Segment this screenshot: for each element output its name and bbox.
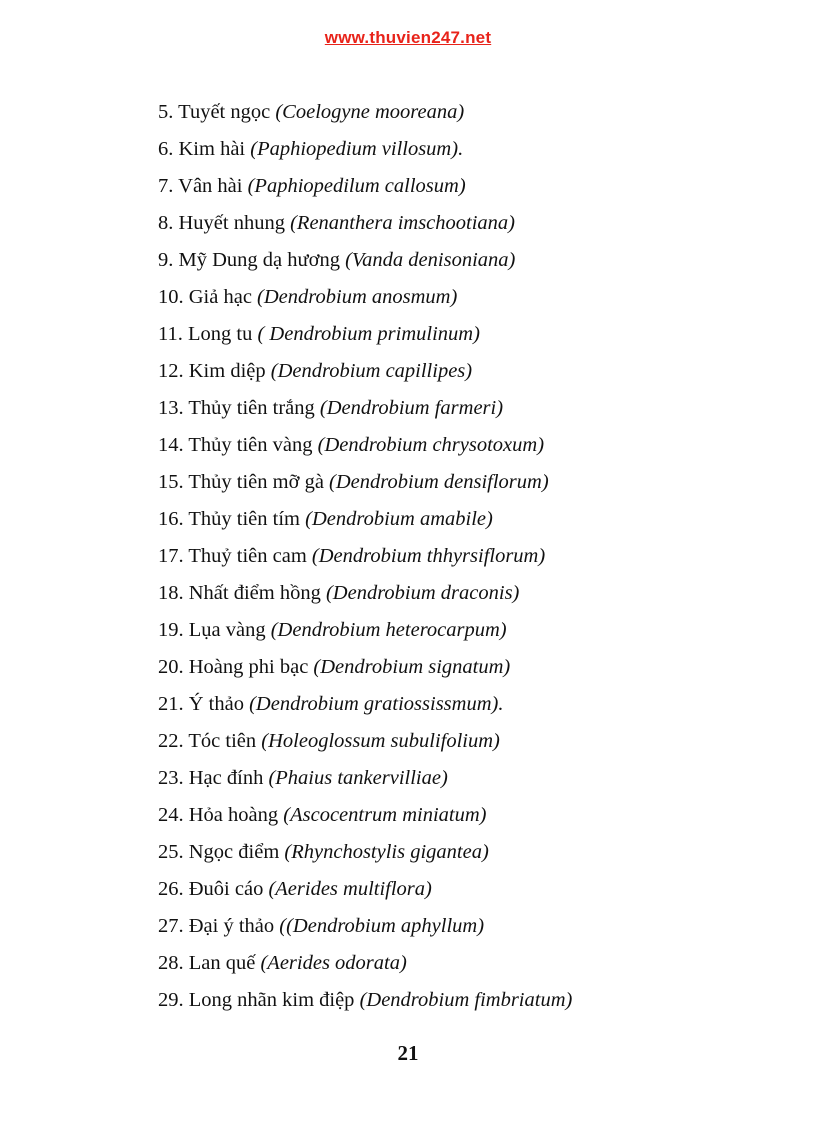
list-item [158, 945, 572, 982]
item-number: 18. [158, 582, 184, 604]
common-name: Mỹ Dung dạ hương [178, 249, 340, 271]
item-number: 22. [158, 730, 184, 752]
scientific-name: (Dendrobium chrysotoxum) [317, 434, 545, 456]
scientific-name: (Paphiopedilum callosum) [247, 175, 466, 197]
list-item [158, 723, 572, 760]
common-name: Đại ý thảo [188, 915, 275, 937]
list-item [158, 575, 572, 612]
item-number: 6. [158, 138, 174, 160]
scientific-name: (Phaius tankervilliae) [268, 767, 448, 789]
item-number: 10. [158, 286, 184, 308]
list-item [158, 242, 572, 279]
common-name: Kim diệp [188, 360, 266, 382]
item-number: 17. [158, 545, 184, 567]
common-name: Đuôi cáo [188, 878, 264, 900]
common-name: Giả hạc [188, 286, 252, 308]
common-name: Thủy tiên mỡ gà [188, 471, 324, 493]
list-item [158, 982, 572, 1019]
item-number: 11. [158, 323, 183, 345]
scientific-name: (Vanda denisoniana) [345, 249, 516, 271]
common-name: Long nhãn kim điệp [188, 989, 355, 1011]
scientific-name: (Aerides multiflora) [268, 878, 432, 900]
common-name: Long tu [188, 323, 253, 345]
list-item [158, 686, 572, 723]
page-number: 21 [397, 1041, 419, 1065]
item-number: 21. [158, 693, 184, 715]
scientific-name: (Dendrobium farmeri) [319, 397, 504, 419]
scientific-name: (Ascocentrum miniatum) [283, 804, 487, 826]
list-item [158, 353, 572, 390]
common-name: Thủy tiên tím [188, 508, 300, 530]
common-name: Huyết nhung [178, 212, 285, 234]
common-name: Hạc đính [188, 767, 264, 789]
item-number: 24. [158, 804, 184, 826]
list-item [158, 797, 572, 834]
list-item [158, 649, 572, 686]
scientific-name: (Dendrobium amabile) [305, 508, 493, 530]
scientific-name: (Dendrobium thhyrsiflorum) [311, 545, 546, 567]
common-name: Tuyết ngọc [178, 101, 271, 123]
scientific-name: (Dendrobium fimbriatum) [359, 989, 573, 1011]
common-name: Tóc tiên [188, 730, 257, 752]
list-item [158, 464, 572, 501]
item-number: 29. [158, 989, 184, 1011]
item-number: 12. [158, 360, 184, 382]
scientific-name: (Dendrobium capillipes) [270, 360, 473, 382]
scientific-name: (Dendrobium anosmum) [257, 286, 458, 308]
list-item [158, 279, 572, 316]
item-number: 13. [158, 397, 184, 419]
item-number: 28. [158, 952, 184, 974]
list-item [158, 760, 572, 797]
list-item [158, 908, 572, 945]
scientific-name: (Dendrobium densiflorum) [329, 471, 549, 493]
list-item [158, 612, 572, 649]
item-number: 9. [158, 249, 174, 271]
list-item [158, 427, 572, 464]
list-item [158, 538, 572, 575]
item-number: 15. [158, 471, 184, 493]
item-number: 16. [158, 508, 184, 530]
list-item [158, 168, 572, 205]
scientific-name: (Coelogyne mooreana) [275, 101, 465, 123]
scientific-name: (Dendrobium signatum) [313, 656, 511, 678]
item-number: 8. [158, 212, 174, 234]
item-number: 23. [158, 767, 184, 789]
scientific-name: (Paphiopedium villosum). [250, 138, 464, 160]
scientific-name: (Dendrobium gratiossissmum). [249, 693, 504, 715]
item-number: 26. [158, 878, 184, 900]
scientific-name: (Dendrobium draconis) [325, 582, 520, 604]
common-name: Ngọc điểm [188, 841, 280, 863]
list-item [158, 871, 572, 908]
common-name: Lan quế [188, 952, 256, 974]
list-item [158, 834, 572, 871]
list-item [158, 316, 572, 353]
watermark-link[interactable]: www.thuvien247.net [324, 28, 492, 47]
scientific-name: (Aerides odorata) [260, 952, 407, 974]
common-name: Hỏa hoàng [188, 804, 279, 826]
common-name: Hoàng phi bạc [188, 656, 309, 678]
common-name: Thuỷ tiên cam [188, 545, 307, 567]
list-item [158, 390, 572, 427]
scientific-name: (Rhynchostylis gigantea) [284, 841, 489, 863]
orchid-list [158, 94, 572, 1019]
common-name: Kim hài [178, 138, 251, 160]
list-item [158, 501, 572, 538]
scientific-name: ( Dendrobium primulinum) [257, 323, 480, 345]
common-name: Thủy tiên trắng [188, 397, 315, 419]
item-number: 27. [158, 915, 184, 937]
common-name: Vân hài [178, 175, 243, 197]
common-name: Thủy tiên vàng [188, 434, 313, 456]
item-number: 14. [158, 434, 184, 456]
list-item [158, 131, 572, 168]
list-item [158, 94, 572, 131]
list-item [158, 205, 572, 242]
scientific-name: (Holeoglossum subulifolium) [261, 730, 500, 752]
item-number: 7. [158, 175, 174, 197]
item-number: 20. [158, 656, 184, 678]
scientific-name: (Dendrobium heterocarpum) [270, 619, 507, 641]
scientific-name: ((Dendrobium aphyllum) [279, 915, 485, 937]
item-number: 19. [158, 619, 184, 641]
common-name: Nhất điểm hồng [188, 582, 321, 604]
common-name: Ý thảo [188, 693, 244, 715]
common-name: Lụa vàng [188, 619, 266, 641]
item-number: 25. [158, 841, 184, 863]
item-number: 5. [158, 101, 174, 123]
scientific-name: (Renanthera imschootiana) [290, 212, 515, 234]
